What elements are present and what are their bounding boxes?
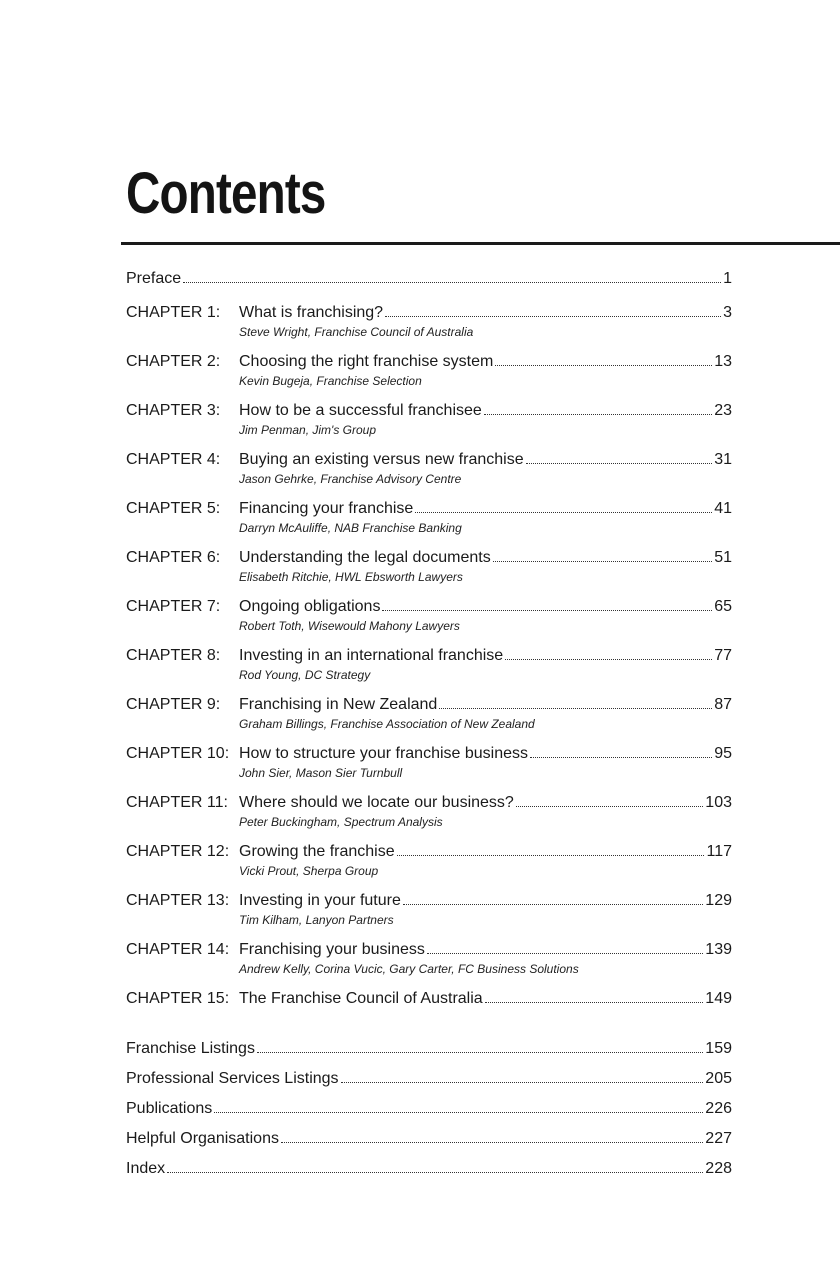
chapter-body — [239, 498, 732, 540]
chapter-title: What is franchising? — [239, 304, 384, 321]
chapter-title-row — [239, 498, 732, 520]
chapter-page: 51 — [714, 549, 732, 566]
toc-entry-label: Helpful Organisations — [126, 1130, 279, 1147]
chapter-title: Buying an existing versus new franchise — [239, 451, 524, 468]
dot-leader — [485, 1002, 704, 1003]
chapter-number: CHAPTER 10: — [126, 745, 230, 762]
toc-chapter-entry[interactable] — [126, 792, 732, 834]
toc-chapter-entry[interactable] — [126, 694, 732, 736]
chapter-page: 103 — [705, 794, 732, 811]
chapter-title: Investing in an international franchise — [239, 647, 504, 664]
dot-leader — [385, 316, 721, 317]
page-title: Contents — [126, 161, 326, 226]
chapter-author: Kevin Bugeja, Franchise Selection — [239, 374, 422, 388]
chapter-number: CHAPTER 2: — [126, 353, 221, 370]
dot-leader — [484, 414, 712, 415]
chapter-author: Rod Young, DC Strategy — [239, 668, 371, 682]
toc-entry-label: Professional Services Listings — [126, 1070, 339, 1087]
toc-chapter-entry[interactable] — [126, 400, 732, 442]
dot-leader — [403, 904, 703, 905]
chapter-number: CHAPTER 7: — [126, 598, 221, 615]
chapter-author: Peter Buckingham, Spectrum Analysis — [239, 815, 443, 829]
toc-chapter-entry[interactable] — [126, 351, 732, 393]
chapter-title: Where should we locate our business? — [239, 794, 514, 811]
chapter-body — [239, 988, 732, 1010]
dot-leader — [439, 708, 712, 709]
toc-entry-page: 159 — [705, 1040, 732, 1057]
toc-entry-backmatter[interactable] — [126, 1038, 732, 1060]
toc-chapter-entry[interactable] — [126, 596, 732, 638]
chapter-title: Investing in your future — [239, 892, 401, 909]
chapter-author: Robert Toth, Wisewould Mahony Lawyers — [239, 619, 460, 633]
toc-entry-backmatter[interactable] — [126, 1098, 732, 1120]
chapter-body — [239, 743, 732, 785]
chapter-number: CHAPTER 13: — [126, 892, 230, 909]
chapter-body — [239, 645, 732, 687]
chapter-body — [239, 449, 732, 491]
toc-chapter-entry[interactable] — [126, 939, 732, 981]
dot-leader — [415, 512, 712, 513]
chapter-number: CHAPTER 14: — [126, 941, 230, 958]
chapter-author: Jason Gehrke, Franchise Advisory Centre — [239, 472, 462, 486]
toc-chapter-entry[interactable] — [126, 498, 732, 540]
chapter-title: Choosing the right franchise system — [239, 353, 494, 370]
chapter-number: CHAPTER 12: — [126, 843, 230, 860]
dot-leader — [427, 953, 703, 954]
chapter-title: How to be a successful franchisee — [239, 402, 482, 419]
dot-leader — [214, 1112, 703, 1113]
toc-chapter-entry[interactable] — [126, 743, 732, 785]
chapter-body — [239, 694, 732, 736]
chapter-title-row — [239, 841, 732, 863]
dot-leader — [397, 855, 705, 856]
dot-leader — [530, 757, 712, 758]
chapter-number: CHAPTER 15: — [126, 990, 230, 1007]
chapter-number: CHAPTER 11: — [126, 794, 228, 811]
chapter-number: CHAPTER 5: — [126, 500, 221, 517]
chapter-body — [239, 547, 732, 589]
dot-leader — [505, 659, 712, 660]
toc-entry-page: 1 — [723, 270, 732, 287]
toc-entry-backmatter[interactable] — [126, 1128, 732, 1150]
dot-leader — [382, 610, 712, 611]
toc-entry-backmatter[interactable] — [126, 1158, 732, 1180]
chapter-page: 23 — [714, 402, 732, 419]
chapter-page: 41 — [714, 500, 732, 517]
chapter-body — [239, 596, 732, 638]
toc-chapter-entry[interactable] — [126, 547, 732, 589]
chapter-title-row — [239, 792, 732, 814]
dot-leader — [281, 1142, 703, 1143]
chapter-body — [239, 890, 732, 932]
chapter-body — [239, 792, 732, 834]
chapter-author: Vicki Prout, Sherpa Group — [239, 864, 379, 878]
chapter-title: How to structure your franchise business — [239, 745, 529, 762]
toc-chapter-entry[interactable] — [126, 988, 732, 1010]
chapter-author: Tim Kilham, Lanyon Partners — [239, 913, 394, 927]
chapter-page: 3 — [723, 304, 732, 321]
chapter-author: Graham Billings, Franchise Association of New Zealand — [239, 717, 535, 731]
toc-entry-label: Franchise Listings — [126, 1040, 255, 1057]
chapter-title-row — [239, 988, 732, 1010]
chapter-page: 87 — [714, 696, 732, 713]
dot-leader — [526, 463, 713, 464]
chapter-title-row — [239, 890, 732, 912]
chapter-page: 117 — [706, 843, 732, 860]
chapter-title: Franchising in New Zealand — [239, 696, 438, 713]
chapter-page: 129 — [705, 892, 732, 909]
chapter-title-row — [239, 596, 732, 618]
chapter-body — [239, 302, 732, 344]
chapter-title-row — [239, 743, 732, 765]
toc-entry-page: 227 — [705, 1130, 732, 1147]
chapter-author: Steve Wright, Franchise Council of Australia — [239, 325, 474, 339]
chapter-author: Andrew Kelly, Corina Vucic, Gary Carter, FC Business Solutions — [239, 962, 579, 976]
chapter-number: CHAPTER 1: — [126, 304, 221, 321]
chapter-page: 13 — [714, 353, 732, 370]
chapter-page: 77 — [714, 647, 732, 664]
chapter-title-row — [239, 939, 732, 961]
toc-chapter-entry[interactable] — [126, 890, 732, 932]
chapter-title: The Franchise Council of Australia — [239, 990, 483, 1007]
chapter-title-row — [239, 645, 732, 667]
chapter-title-row — [239, 449, 732, 471]
table-of-contents — [126, 268, 732, 1188]
chapter-page: 139 — [705, 941, 732, 958]
toc-chapter-entry[interactable] — [126, 841, 732, 883]
dot-leader — [516, 806, 703, 807]
toc-entry-page: 205 — [705, 1070, 732, 1087]
chapter-author: Darryn McAuliffe, NAB Franchise Banking — [239, 521, 462, 535]
toc-entry-backmatter[interactable] — [126, 1068, 732, 1090]
chapter-body — [239, 939, 732, 981]
chapter-page: 31 — [714, 451, 732, 468]
toc-entry-preface[interactable] — [126, 268, 732, 290]
chapter-title: Financing your franchise — [239, 500, 414, 517]
chapter-title-row — [239, 400, 732, 422]
chapter-body — [239, 351, 732, 393]
toc-entry-label: Index — [126, 1160, 166, 1177]
chapter-page: 65 — [714, 598, 732, 615]
dot-leader — [167, 1172, 703, 1173]
chapter-title: Understanding the legal documents — [239, 549, 491, 566]
dot-leader — [183, 282, 721, 283]
toc-entry-page: 226 — [705, 1100, 732, 1117]
toc-chapter-entry[interactable] — [126, 302, 732, 344]
chapter-number: CHAPTER 6: — [126, 549, 221, 566]
toc-chapter-entry[interactable] — [126, 449, 732, 491]
backmatter-list — [126, 1038, 732, 1180]
chapter-number: CHAPTER 8: — [126, 647, 221, 664]
chapter-title: Ongoing obligations — [239, 598, 381, 615]
chapter-number: CHAPTER 9: — [126, 696, 221, 713]
toc-entry-page: 228 — [705, 1160, 732, 1177]
title-rule — [121, 242, 840, 245]
chapter-title: Franchising your business — [239, 941, 425, 958]
chapter-number: CHAPTER 3: — [126, 402, 221, 419]
chapter-page: 95 — [714, 745, 732, 762]
chapter-title-row — [239, 302, 732, 324]
toc-chapter-entry[interactable] — [126, 645, 732, 687]
chapter-page: 149 — [705, 990, 732, 1007]
chapter-body — [239, 841, 732, 883]
chapter-title: Growing the franchise — [239, 843, 395, 860]
chapter-title-row — [239, 694, 732, 716]
dot-leader — [495, 365, 712, 366]
chapter-title-row — [239, 351, 732, 373]
toc-entry-label: Preface — [126, 270, 182, 287]
dot-leader — [493, 561, 712, 562]
chapter-list — [126, 302, 732, 1010]
dot-leader — [257, 1052, 703, 1053]
chapter-author: John Sier, Mason Sier Turnbull — [239, 766, 403, 780]
chapter-number: CHAPTER 4: — [126, 451, 221, 468]
chapter-title-row — [239, 547, 732, 569]
chapter-author: Jim Penman, Jim's Group — [239, 423, 376, 437]
chapter-body — [239, 400, 732, 442]
chapter-author: Elisabeth Ritchie, HWL Ebsworth Lawyers — [239, 570, 463, 584]
dot-leader — [341, 1082, 704, 1083]
toc-entry-label: Publications — [126, 1100, 213, 1117]
